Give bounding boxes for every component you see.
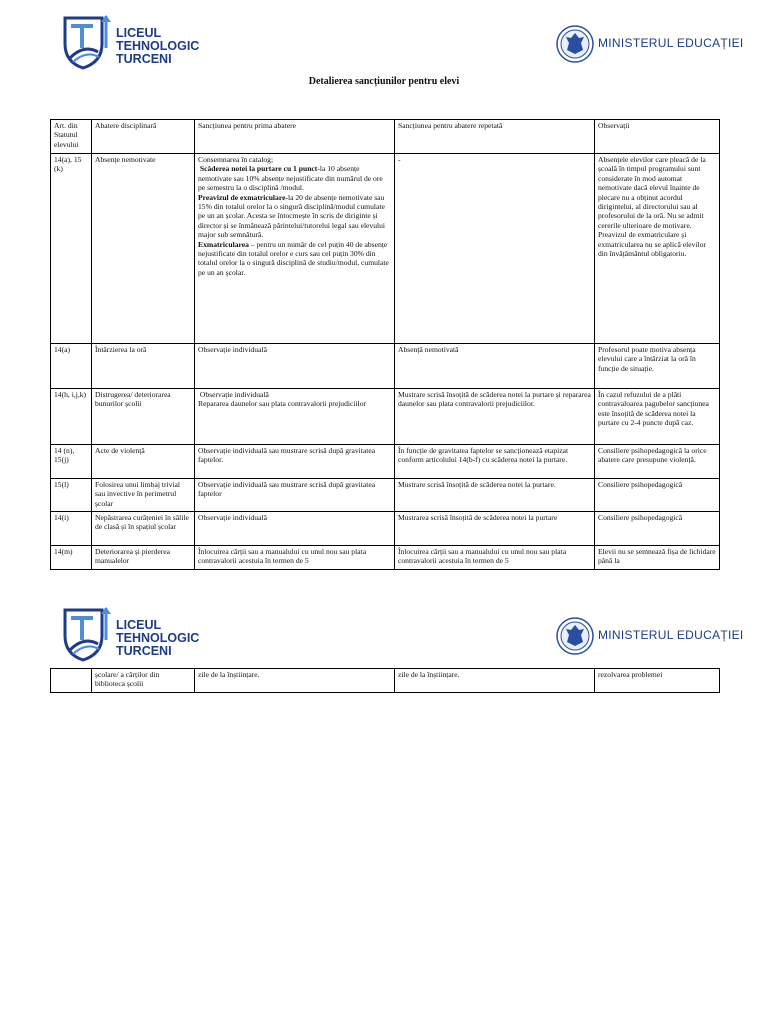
cell-repetata: - [395,154,595,344]
table-row [51,479,720,512]
cell-abatere: Nepăstrarea curățeniei în sălile de clasă și în spațiul școlar [92,512,195,546]
page-header-continued [0,602,768,672]
cell-prima-paragraph [198,240,391,278]
table-header-row [51,120,720,154]
cell-abatere: Întârzierea la oră [92,344,195,389]
sanctions-table [50,119,720,570]
cell-abatere: școlare/ a cărților din biblioteca școlii [92,669,195,693]
school-name-line3: TURCENI [116,52,172,66]
school-name-line2: TEHNOLOGIC [116,631,200,645]
ministry-logo [556,24,756,68]
cell-prima [195,389,395,445]
cell-obs: Elevii nu se semnează fișa de lichidare până la [595,546,720,570]
cell-prima-line [198,390,391,399]
ministry-logo [556,616,756,660]
cell-art: 14(m) [51,546,92,570]
cell-art: 14(a), 15 (k) [51,154,92,344]
column-header-prima: Sancțiunea pentru prima abatere [195,120,395,154]
table-row [51,546,720,570]
column-header-abatere: Abatere disciplinară [92,120,195,154]
cell-repetata: Absență nemotivată [395,344,595,389]
cell-repetata: Mustrare scrisă însoțită de scăderea notei la purtare și repararea daunelor sau plata contravalorii prejudiciilor. [395,389,595,445]
cell-abatere: Deteriorarea și pierderea manualelor [92,546,195,570]
table-row [51,344,720,389]
cell-prima [195,154,395,344]
romania-crest-icon [556,24,594,64]
column-header-art: Art. din Statutul elevului [51,120,92,154]
cell-prima: Observație individuală [195,512,395,546]
cell-repetata: În funcție de gravitatea faptelor se sancționează etapizat conform articolului 14(b-f) cu scăderea notei la purtare. [395,445,595,479]
table-row [51,512,720,546]
cell-prima-line: Consemnarea în catalog; [198,155,274,164]
page-header [0,10,768,80]
school-name-line1: LICEUL [116,618,162,632]
cell-obs: Consiliere psihopedagogică la orice abatere care presupune violență. [595,445,720,479]
school-name [116,619,216,658]
school-name-line1: LICEUL [116,26,162,40]
ministry-name: MINISTERUL EDUCAȚIEI [598,36,744,50]
cell-repetata: Mustrare scrisă însoțită de scăderea notei la purtare. [395,479,595,512]
cell-art: 14(a) [51,344,92,389]
cell-obs: În cazul refuzului de a plăti contravaloarea pagubelor sancțiunea este însoțită de scăderea notei la purtare cu 2-4 puncte după caz. [595,389,720,445]
cell-obs: Profesorul poate motiva absența elevului care a întârziat la oră în funcție de situație. [595,344,720,389]
cell-prima-text: Observație individuală [199,390,269,399]
cell-art: 14 (n), 15(j) [51,445,92,479]
school-name-line2: TEHNOLOGIC [116,39,200,53]
ministry-name: MINISTERUL EDUCAȚIEI [598,628,744,642]
cell-prima: Observație individuală [195,344,395,389]
cell-prima: zile de la înștiințare. [195,669,395,693]
table-row [51,154,720,344]
cell-abatere: Folosirea unui limbaj trivial sau invective în perimetrul școlar [92,479,195,512]
cell-prima-line: Repararea daunelor sau plata contravalorii prejudiciilor [198,399,367,409]
school-name [116,27,216,66]
column-header-repetata: Sancțiunea pentru abatere repetată [395,120,595,154]
romania-crest-icon [556,616,594,656]
cell-prima-text: – pentru un număr de cel puțin 40 de absențe nejustificate din totalul orelor e curs sau cel puțin 30% din totalul orelor la o singură disciplină de studiu/modul, cumulate pe un an școlar. [198,239,389,277]
cell-repetata: Înlocuirea cărții sau a manualului cu unul nou sau plata contravalorii acestuia în termen de 5 [395,546,595,570]
cell-prima-paragraph [198,164,391,192]
cell-repetata: Mustrarea scrisă însoțită de scăderea notei la purtare [395,512,595,546]
cell-art: 15(l) [51,479,92,512]
table-row [51,669,720,693]
school-logo-icon [62,14,114,70]
cell-obs: Consiliere psihopedagogică [595,479,720,512]
cell-abatere: Absențe nemotivate [92,154,195,344]
school-logo-icon [62,606,114,662]
cell-prima: Observație individuală sau mustrare scrisă după gravitatea faptelor. [195,445,395,479]
cell-obs: Consiliere psihopedagogică [595,512,720,546]
cell-prima: Înlocuirea cărții sau a manualului cu unul nou sau plata contravalorii acestuia în termen de 5 [195,546,395,570]
cell-art: 14(i) [51,512,92,546]
cell-prima-text: -la 20 de absențe nemotivate sau 15% din totalul orelor la o singură disciplină/modul cumulate pe un an școlar. Acesta se întocmește în scris de diriginte și director și se înmânează părintelui/tutorelui legal sau elevului major sub semnătură. [198,192,386,240]
school-name-line3: TURCENI [116,644,172,658]
cell-abatere: Acte de violență [92,445,195,479]
bold-term: Exmatricularea [198,239,249,249]
cell-obs: Absențele elevilor care pleacă de la școală în timpul programului sunt considerate în mod automat nemotivate dacă elevul înainte de plecare nu a obținut acordul dirigintelui, al directorului sau al profesorului de la oră. Nu se admit cererile ulterioare de motivare. Preavizul de exmatriculare și exmatricularea nu se aplică elevilor din învățământul obligatoriu. [595,154,720,344]
table-row [51,389,720,445]
cell-prima-text: -la 10 absențe nemotivate sau 10% absențe nejustificate din numărul de ore pe semestru la o disciplină /modul. [198,164,383,193]
school-logo [62,606,212,672]
cell-prima-paragraph [198,193,391,240]
school-logo [62,14,212,80]
cell-art: 14(h, i,j,k) [51,389,92,445]
sanctions-table-continued [50,668,720,693]
page-title: Detalierea sancțiunilor pentru elevi [308,76,460,87]
bold-term: Preavizul de exmatriculare [198,192,286,202]
table-row [51,445,720,479]
bold-term: Scăderea notei la purtare cu 1 punct [199,164,318,174]
cell-obs: rezolvarea problemei [595,669,720,693]
cell-abatere: Distrugerea/ deteriorarea bunurilor școlii [92,389,195,445]
cell-art [51,669,92,693]
column-header-obs: Observații [595,120,720,154]
cell-prima: Observație individuală sau mustrare scrisă după gravitatea faptelor [195,479,395,512]
cell-repetata: zile de la înștiințare. [395,669,595,693]
